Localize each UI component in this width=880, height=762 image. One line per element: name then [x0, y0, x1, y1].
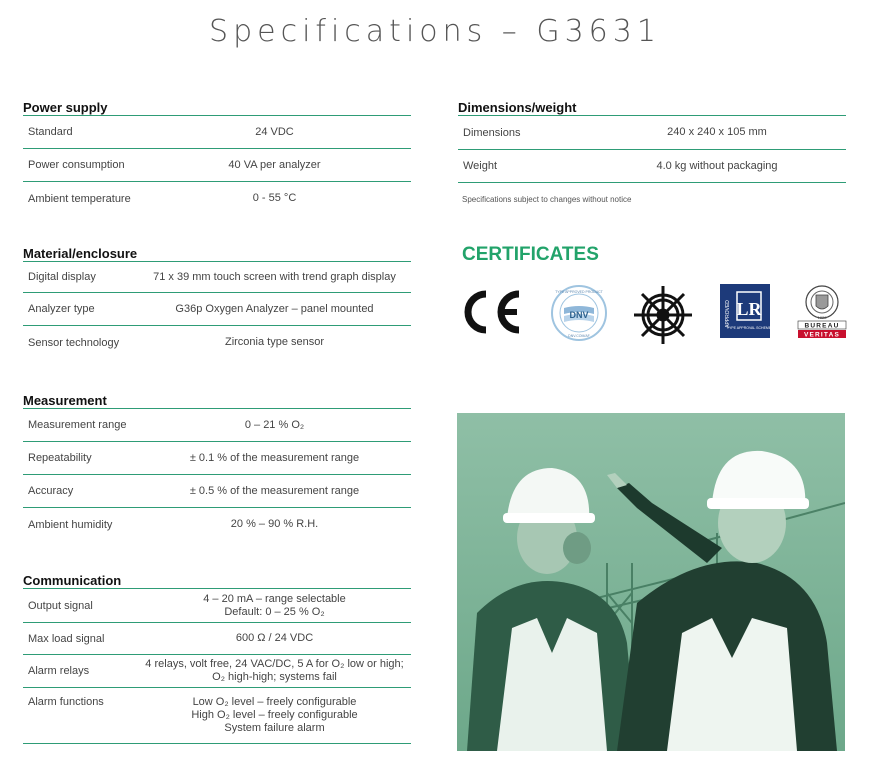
svg-text:BUREAU: BUREAU — [804, 322, 840, 330]
spec-row — [23, 442, 411, 475]
spec-label: Weight — [463, 160, 498, 172]
spec-value — [138, 658, 411, 684]
spec-value — [138, 593, 411, 619]
spec-label: Max load signal — [28, 632, 105, 645]
spec-row — [23, 326, 411, 359]
spec-row — [23, 149, 411, 182]
value-line: System failure alarm — [224, 722, 325, 734]
svg-text:DNV: DNV — [569, 310, 589, 320]
svg-text:VERITAS: VERITAS — [803, 331, 841, 339]
spec-value: ± 0.1 % of the measurement range — [189, 451, 360, 464]
svg-text:LR: LR — [736, 299, 762, 319]
svg-text:DNV.COM/AF: DNV.COM/AF — [568, 334, 590, 338]
dimensions-section — [458, 99, 846, 183]
value-line: 600 Ω / 24 VDC — [235, 632, 314, 644]
spec-label: Dimensions — [463, 126, 521, 139]
spec-row — [23, 182, 411, 215]
spec-label: Alarm functions — [28, 696, 104, 708]
spec-row — [23, 589, 411, 623]
spec-value: 24 VDC — [255, 125, 294, 138]
spec-value: 4.0 kg without packaging — [656, 159, 778, 172]
section-heading: Dimensions/weight — [458, 99, 846, 116]
lloyds-register-icon — [720, 284, 770, 340]
certificates-heading: CERTIFICATES — [462, 244, 599, 265]
svg-text:TYPE APPROVED PRODUCT: TYPE APPROVED PRODUCT — [555, 290, 603, 294]
spec-row — [23, 655, 411, 688]
svg-text:1828: 1828 — [817, 315, 827, 320]
spec-row — [23, 688, 411, 744]
spec-value: 240 x 240 x 105 mm — [667, 126, 767, 138]
spec-label: Alarm relays — [28, 665, 90, 677]
spec-label: Ambient temperature — [28, 192, 131, 205]
spec-value — [138, 696, 411, 735]
spec-value: ± 0.5 % of the measurement range — [189, 484, 360, 497]
value-line: 4 – 20 mA – range selectable — [203, 592, 346, 605]
section-heading: Material/enclosure — [23, 245, 411, 262]
spec-row — [23, 508, 411, 541]
value-line: 4 relays, volt free, 24 VAC/DC, 5 A for O₂ low or high; — [145, 658, 404, 670]
spec-label: Digital display — [28, 271, 96, 283]
spec-row — [23, 116, 411, 149]
spec-row — [23, 475, 411, 508]
spec-label: Analyzer type — [28, 303, 95, 315]
spec-value: G36p Oxygen Analyzer – panel mounted — [175, 302, 374, 315]
bureau-veritas-icon — [796, 284, 848, 340]
spec-row — [458, 150, 846, 183]
spec-label: Ambient humidity — [28, 518, 113, 531]
ship-wheel-icon — [632, 284, 694, 340]
communication-section — [23, 572, 411, 744]
spec-row — [23, 262, 411, 293]
spec-label: Accuracy — [28, 485, 74, 497]
spec-row — [458, 116, 846, 150]
spec-label: Standard — [28, 126, 73, 138]
spec-label: Power consumption — [28, 159, 125, 171]
spec-value: 40 VA per analyzer — [228, 158, 321, 171]
spec-label: Measurement range — [28, 419, 127, 431]
measurement-section — [23, 392, 411, 541]
spec-value: 71 x 39 mm touch screen with trend graph display — [153, 270, 396, 283]
page-title: Specifications – G3631 — [209, 14, 661, 49]
section-heading: Measurement — [23, 392, 411, 409]
section-heading: Communication — [23, 572, 411, 589]
value-line: O₂ high-high; systems fail — [212, 671, 337, 683]
spec-value: Zirconia type sensor — [224, 336, 325, 348]
dnv-approval-icon — [550, 284, 608, 340]
spec-value: 20 % – 90 % R.H. — [230, 518, 319, 530]
spec-label: Sensor technology — [28, 336, 120, 349]
spec-label: Output signal — [28, 599, 93, 612]
svg-text:APPROVED: APPROVED — [725, 300, 731, 328]
svg-text:TYPE APPROVAL SCHEME: TYPE APPROVAL SCHEME — [726, 326, 770, 330]
value-line: High O₂ level – freely configurable — [191, 709, 358, 721]
spec-row — [23, 409, 411, 442]
section-heading: Power supply — [23, 99, 411, 116]
spec-row — [23, 293, 411, 326]
spec-value: 0 - 55 °C — [252, 192, 297, 204]
spec-value: 0 – 21 % O₂ — [244, 418, 305, 431]
power-supply-section — [23, 99, 411, 215]
workers-photo — [457, 413, 845, 751]
value-line: Default: 0 – 25 % O₂ — [224, 605, 325, 618]
ce-mark-icon — [457, 284, 523, 340]
value-line: Low O₂ level – freely configurable — [192, 696, 357, 708]
spec-value — [138, 632, 411, 645]
disclaimer-note: Specifications subject to changes without notice — [462, 195, 632, 204]
spec-row — [23, 623, 411, 655]
material-section — [23, 245, 411, 359]
spec-label: Repeatability — [28, 452, 92, 464]
